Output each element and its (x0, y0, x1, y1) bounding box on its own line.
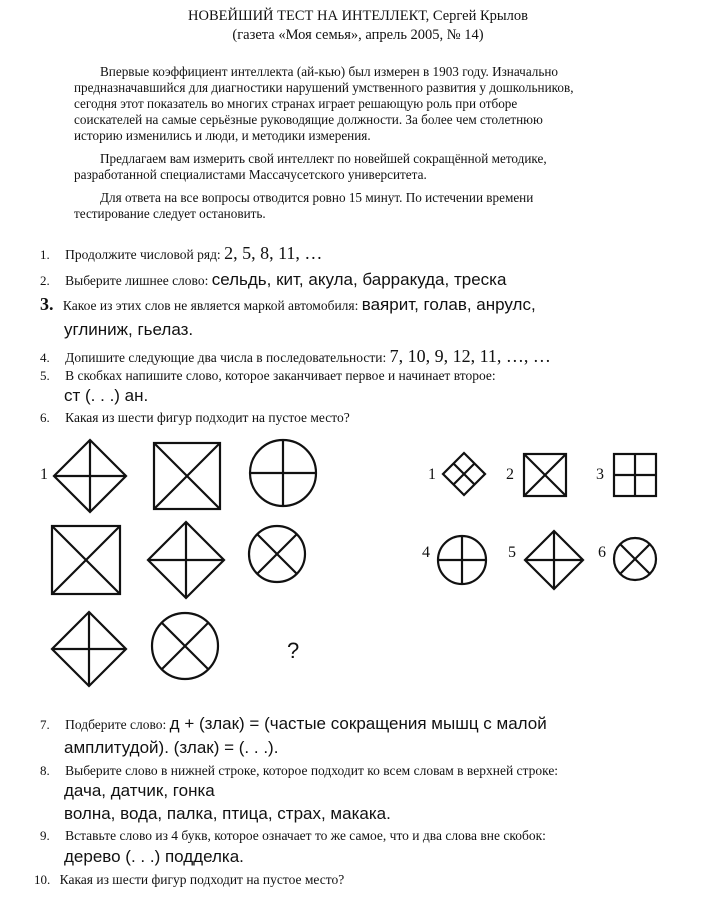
intro-line: историю изменились и люди, и методики измерения. (74, 128, 371, 143)
option-label: 6 (598, 544, 606, 561)
question-text: Подберите слово: (65, 717, 167, 732)
option-6-circle-x[interactable] (612, 536, 658, 582)
diamond-cross-figure (50, 436, 130, 516)
question-text: Выберите слово в нижней строке, которое подходит ко всем словам в верхней строке: (65, 763, 559, 778)
question-2 (40, 270, 506, 290)
question-6 (40, 410, 350, 426)
question-number: 7. (40, 717, 50, 732)
question-3-answer-line-2: углиниж, гьелаз. (64, 320, 194, 339)
intro-line: предназначавшийся для диагностики нарушений умственного развития у дошкольников, (74, 80, 574, 95)
intro-line: Впервые коэффициент интеллекта (ай-кью) был измерен в 1903 году. Изначально (100, 64, 559, 79)
question-number: 10. (34, 872, 51, 887)
option-label: 4 (422, 544, 430, 561)
question-4 (40, 346, 551, 367)
question-8-bottom-row: волна, вода, палка, птица, страх, макака. (64, 804, 391, 823)
intro-line: тестирование следует остановить. (74, 206, 266, 221)
question-7 (40, 714, 547, 734)
question-1 (40, 243, 322, 264)
question-number: 2. (40, 273, 50, 288)
option-1-small-diamond-cross[interactable] (440, 450, 488, 498)
option-2-square-x[interactable] (522, 452, 568, 498)
intro-line: Предлагаем вам измерить свой интеллект по новейшей сокращённой методике, (100, 151, 547, 166)
option-label: 5 (508, 544, 516, 561)
question-number: 6. (40, 410, 50, 425)
question-7-answer-line-2: амплитудой). (злак) = (. . .). (64, 738, 279, 757)
question-10 (34, 872, 344, 888)
intro-line: сегодня этот показатель во многих странах играет решающую роль при отборе (74, 96, 518, 111)
circle-x-figure (150, 611, 220, 681)
circle-x-figure (247, 524, 307, 584)
question-text: Какое из этих слов не является маркой автомобиля: (62, 298, 359, 313)
square-x-figure (152, 441, 222, 511)
question-number: 3. (40, 294, 54, 314)
question-number: 9. (40, 828, 50, 843)
option-label: 2 (506, 466, 514, 483)
question-answer: 2, 5, 8, 11, … (224, 243, 323, 263)
question-9-answer: дерево (. . .) подделка. (64, 847, 244, 866)
intro-line: Для ответа на все вопросы отводится ровно 15 минут. По истечении времени (100, 190, 534, 205)
question-text: Продолжите числовой ряд: (65, 247, 221, 262)
question-number: 4. (40, 350, 50, 365)
option-3-square-cross[interactable] (612, 452, 658, 498)
diamond-cross-figure (144, 518, 228, 602)
question-answer: ваярит, голав, анрулс, (361, 295, 536, 314)
question-5-answer: ст (. . .) ан. (64, 386, 149, 405)
diamond-cross-figure (48, 608, 130, 690)
question-answer: д + (злак) = (частые сокращения мышц с малой (169, 714, 547, 733)
square-x-figure (50, 524, 122, 596)
question-number: 5. (40, 368, 50, 383)
option-5-diamond-cross[interactable] (522, 528, 586, 592)
intro-line: соискателей на самые серьёзные руководящие должности. За более чем столетнюю (74, 112, 543, 127)
option-label: 1 (428, 466, 436, 483)
option-label: 3 (596, 466, 604, 483)
intro-line: разработанной специалистами Массачусетского университета. (74, 167, 427, 182)
question-answer: 7, 10, 9, 12, 11, …, … (389, 346, 551, 366)
question-9 (40, 828, 546, 844)
option-4-circle-cross[interactable] (436, 534, 488, 586)
matrix-row-label: 1 (40, 466, 48, 483)
question-8-top-row: дача, датчик, гонка (64, 781, 215, 800)
page-title: НОВЕЙШИЙ ТЕСТ НА ИНТЕЛЛЕКТ, Сергей Крылов (188, 8, 528, 24)
question-8 (40, 763, 558, 779)
question-5 (40, 368, 496, 384)
circle-cross-figure (247, 437, 319, 509)
empty-cell-question-mark: ? (287, 638, 300, 663)
question-text: Выберите лишнее слово: (65, 273, 209, 288)
question-text: Какая из шести фигур подходит на пустое место? (65, 410, 350, 425)
question-answer: сельдь, кит, акула, барракуда, треска (211, 270, 507, 289)
question-3 (40, 294, 536, 315)
page-subtitle: (газета «Моя семья», апрель 2005, № 14) (232, 27, 484, 43)
question-text: Допишите следующие два числа в последовательности: (65, 350, 387, 365)
question-text: Какая из шести фигур подходит на пустое место? (59, 872, 345, 887)
question-text: Вставьте слово из 4 букв, которое означает то же самое, что и два слова вне скобок: (65, 828, 546, 843)
question-number: 1. (40, 247, 50, 262)
question-text: В скобках напишите слово, которое заканчивает первое и начинает второе: (65, 368, 496, 383)
question-number: 8. (40, 763, 50, 778)
